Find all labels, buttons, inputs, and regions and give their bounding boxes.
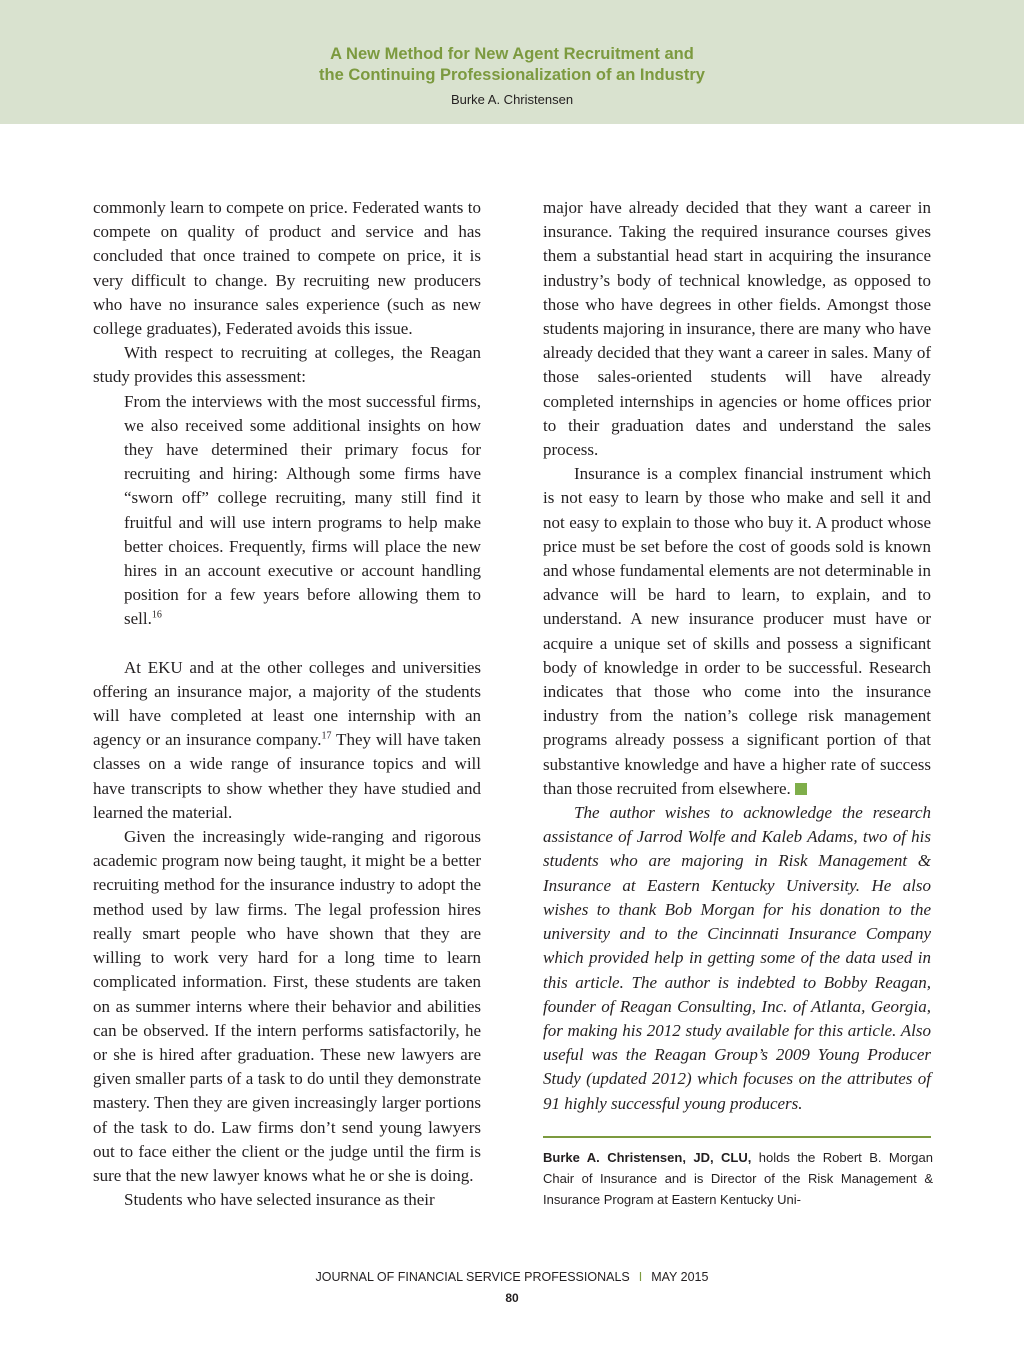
author-bio [543,1147,933,1210]
paragraph-text: At EKU and at the other colleges and universities offering an insurance major, a majority of the students will have completed at least one internship with an agency or an insurance company. [93,657,481,750]
paragraph: commonly learn to compete on price. Federated wants to compete on quality of product and service and has concluded that once trained to compete on price, it is very difficult to change. By recruiting new producers who have no insurance sales experience (such as new college graduates), Federated avoids this issue. [93,198,481,339]
issue-date: MAY 2015 [651,1270,709,1284]
block-quote-text: From the interviews with the most successful firms, we also received some additional insights on how they have determined their primary focus for recruiting and hiring: Although some firms have “sworn off” college recruiting, many still find it fruitful and will use intern programs to help make better choices. Frequently, firms will place the new hires in an account executive or account handling position for a few years before allowing them to sell. [124,391,481,629]
footnote-ref: 16 [151,609,162,621]
left-column [93,196,481,1212]
paragraph-text: Insurance is a complex financial instrument which is not easy to learn by those who make and sell it and not easy to explain to those who buy it. A product whose price must be set before the cost of goods sold is known and whose fundamental elements are not determinable in advance will be hard to learn, to explain, and to understand. A new insurance producer must have or acquire a unique set of skills and possess a significant body of knowledge in order to be successful. Research indicates that those who come into the insurance industry from the nation’s college risk management programs already possess a significant portion of that substantive knowledge and have a higher rate of success than those recruited from elsewhere. [543,464,931,798]
end-of-article-icon [795,783,807,795]
page-number: 80 [505,1291,519,1305]
footer-separator: I [638,1270,643,1284]
paragraph [93,656,481,825]
paragraph: Students who have selected insurance as their [124,1190,435,1210]
right-column [543,196,931,1116]
acknowledgment: The author wishes to acknowledge the research assistance of Jarrod Wolfe and Kaleb Adams, two of his students who are majoring in Risk Management & Insurance at Eastern Kentucky University. He also wishes to thank Bob Morgan for his donation to the university and to the Cincinnati Insurance Company which provided help in getting some of the data used in this article. The author is indebted to Bobby Reagan, founder of Reagan Consulting, Inc. of Atlanta, Georgia, for making his 2012 study available for this article. Also useful was the Reagan Group’s 2009 Young Producer Study (updated 2012) which focuses on the attributes of 91 highly successful young producers. [543,803,931,1113]
paragraph [543,462,931,801]
article-title-line-2: the Continuing Professionalization of an Industry [319,66,705,84]
article-title-line-1: A New Method for New Agent Recruitment and [330,45,694,63]
journal-name: JOURNAL OF FINANCIAL SERVICE PROFESSIONALS [315,1270,630,1284]
block-quote [124,390,481,632]
author-bio-name: Burke A. Christensen, JD, CLU, [543,1150,752,1165]
paragraph: Given the increasingly wide-ranging and rigorous academic program now being taught, it might be a better recruiting method for the insurance industry to adopt the method used by law firms. The legal profession hires really smart people who have shown that they are willing to work very hard for a long time to learn complicated information. First, these students are taken on as summer interns where their behavior and abilities can be observed. If the intern performs satisfactorily, he or she is hired after graduation. These new lawyers are given smaller parts of a task to do until they demonstrate mastery. Then they are given increasingly larger portions of the task to do. Law firms don’t send young lawyers out to face either the client or the judge until the firm is sure that the new lawyer knows what he or she is doing. [93,827,481,1185]
paragraph: major have already decided that they want a career in insurance. Taking the required insurance courses gives them a substantial head start in acquiring the insurance industry’s body of technical knowledge, as opposed to those who have degrees in other fields. Amongst those students majoring in insurance, there are many who have already decided that they want a career in sales. Many of those sales-oriented students will have already completed internships in agencies or home offices prior to their graduation dates and understand the sales process. [543,198,931,460]
paragraph-text: They will have taken classes on a wide range of insurance topics and will have transcripts to show whether they have studied and learned the material. [93,730,481,822]
page-header [0,0,1024,124]
article-title [0,44,1024,86]
paragraph: With respect to recruiting at colleges, the Reagan study provides this assessment: [93,343,481,387]
author-bio-text: holds the Robert B. Morgan Chair of Insurance and is Director of the Risk Management & Insurance Program at Eastern Kentucky Uni- [543,1150,933,1207]
footnote-ref: 17 [321,730,332,742]
article-author: Burke A. Christensen [450,92,574,107]
bio-divider [543,1136,931,1138]
page-footer [0,1270,1024,1284]
